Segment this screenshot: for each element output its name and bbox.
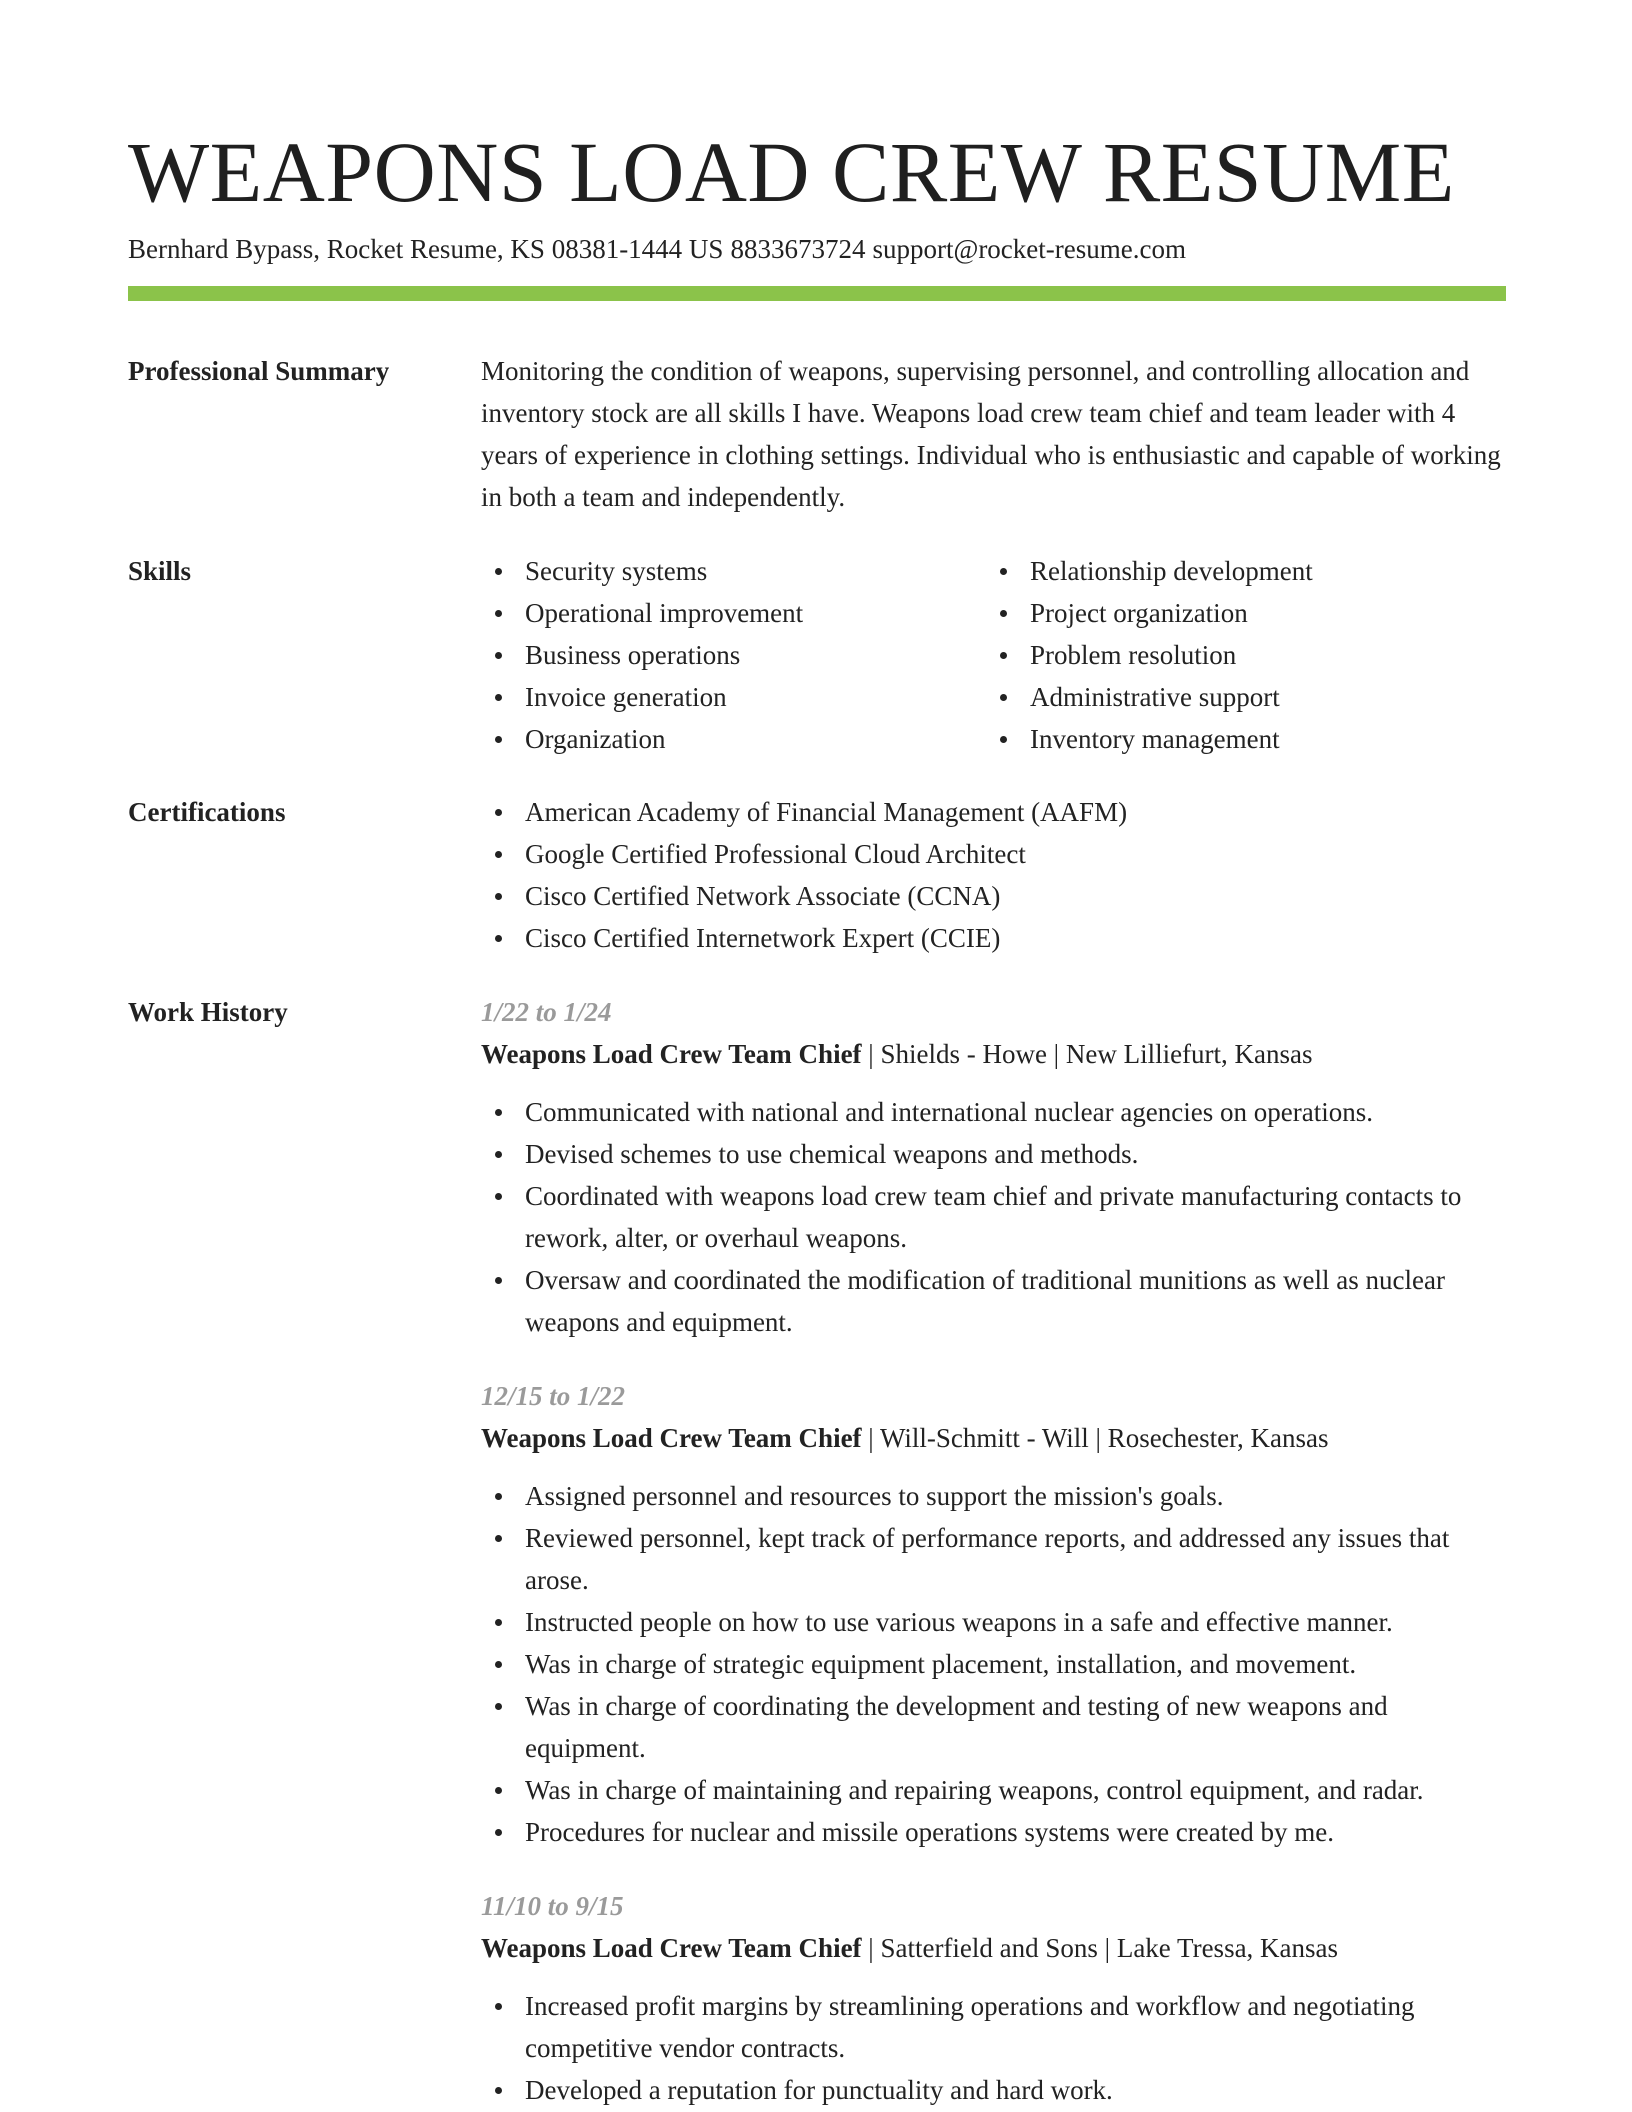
- certifications-label: Certifications: [128, 797, 286, 827]
- list-item: Problem resolution: [986, 634, 1491, 676]
- list-item: Administrative support: [986, 676, 1491, 718]
- list-item: Cisco Certified Internetwork Expert (CCIE): [481, 917, 1506, 959]
- list-item: Project organization: [986, 592, 1491, 634]
- list-item: Organization: [481, 718, 986, 760]
- list-item: Procedures for nuclear and missile operations systems were created by me.: [481, 1811, 1506, 1853]
- job-entry: [481, 991, 1506, 1343]
- contact-line: [128, 232, 1186, 266]
- list-item: Relationship development: [986, 550, 1491, 592]
- list-item: Google Certified Professional Cloud Architect: [481, 833, 1506, 875]
- job-duties-list: [481, 1475, 1506, 1853]
- job-employer-location: | Satterfield and Sons | Lake Tressa, Kansas: [868, 1933, 1339, 1963]
- skills-list-right: [986, 550, 1491, 760]
- list-item: Was in charge of strategic equipment placement, installation, and movement.: [481, 1643, 1506, 1685]
- list-item: Cisco Certified Network Associate (CCNA): [481, 875, 1506, 917]
- job-heading: [481, 1417, 1506, 1459]
- job-title: Weapons Load Crew Team Chief: [481, 1423, 862, 1453]
- list-item: American Academy of Financial Management (AAFM): [481, 791, 1506, 833]
- list-item: Devised schemes to use chemical weapons and methods.: [481, 1133, 1506, 1175]
- list-item: Was in charge of maintaining and repairing weapons, control equipment, and radar.: [481, 1769, 1506, 1811]
- contact-address: Bernhard Bypass, Rocket Resume, KS 08381-1444 US: [128, 234, 724, 264]
- job-title: Weapons Load Crew Team Chief: [481, 1933, 862, 1963]
- certifications-list: [481, 791, 1506, 959]
- work-history-label: Work History: [128, 997, 288, 1027]
- skills-label: Skills: [128, 556, 192, 586]
- job-duties-list: [481, 1091, 1506, 1343]
- list-item: Reviewed personnel, kept track of performance reports, and addressed any issues that arose.: [481, 1517, 1506, 1601]
- job-heading: [481, 1033, 1506, 1075]
- skills-body: [481, 550, 1506, 760]
- list-item: Was in charge of coordinating the development and testing of new weapons and equipment.: [481, 1685, 1506, 1769]
- job-title: Weapons Load Crew Team Chief: [481, 1039, 862, 1069]
- summary-body: [481, 350, 1506, 518]
- job-dates: 12/15 to 1/22: [481, 1381, 626, 1411]
- job-heading: [481, 1927, 1506, 1969]
- list-item: Communicated with national and international nuclear agencies on operations.: [481, 1091, 1506, 1133]
- list-item: Assigned personnel and resources to support the mission's goals.: [481, 1475, 1506, 1517]
- job-entry: [481, 1885, 1506, 2111]
- header-divider: [128, 286, 1506, 301]
- list-item: Developed a reputation for punctuality and hard work.: [481, 2069, 1506, 2111]
- job-duties-list: [481, 1985, 1506, 2111]
- job-dates: 11/10 to 9/15: [481, 1891, 624, 1921]
- certifications-body: [481, 791, 1506, 959]
- contact-email: support@rocket-resume.com: [872, 234, 1186, 264]
- list-item: Instructed people on how to use various weapons in a safe and effective manner.: [481, 1601, 1506, 1643]
- summary-text: Monitoring the condition of weapons, supervising personnel, and controlling allocation and inventory stock are all skills I have. Weapons load crew team chief and team leader with 4 years of experience in clothing settings. Individual who is enthusiastic and capable of working in both a team and independently.: [481, 356, 1501, 512]
- job-employer-location: | Shields - Howe | New Lilliefurt, Kansas: [868, 1039, 1313, 1069]
- list-item: Invoice generation: [481, 676, 986, 718]
- job-entry: [481, 1375, 1506, 1853]
- list-item: Operational improvement: [481, 592, 986, 634]
- skills-list-left: [481, 550, 986, 760]
- list-item: Oversaw and coordinated the modification of traditional munitions as well as nuclear weapons and equipment.: [481, 1259, 1506, 1343]
- list-item: Business operations: [481, 634, 986, 676]
- summary-label: Professional Summary: [128, 356, 390, 386]
- list-item: Increased profit margins by streamlining operations and workflow and negotiating competitive vendor contracts.: [481, 1985, 1506, 2069]
- contact-phone: 8833673724: [730, 234, 866, 264]
- list-item: Inventory management: [986, 718, 1491, 760]
- list-item: Coordinated with weapons load crew team chief and private manufacturing contacts to rework, alter, or overhaul weapons.: [481, 1175, 1506, 1259]
- job-dates: 1/22 to 1/24: [481, 997, 612, 1027]
- job-employer-location: | Will-Schmitt - Will | Rosechester, Kansas: [868, 1423, 1329, 1453]
- list-item: Security systems: [481, 550, 986, 592]
- resume-title: WEAPONS LOAD CREW RESUME: [128, 124, 1455, 220]
